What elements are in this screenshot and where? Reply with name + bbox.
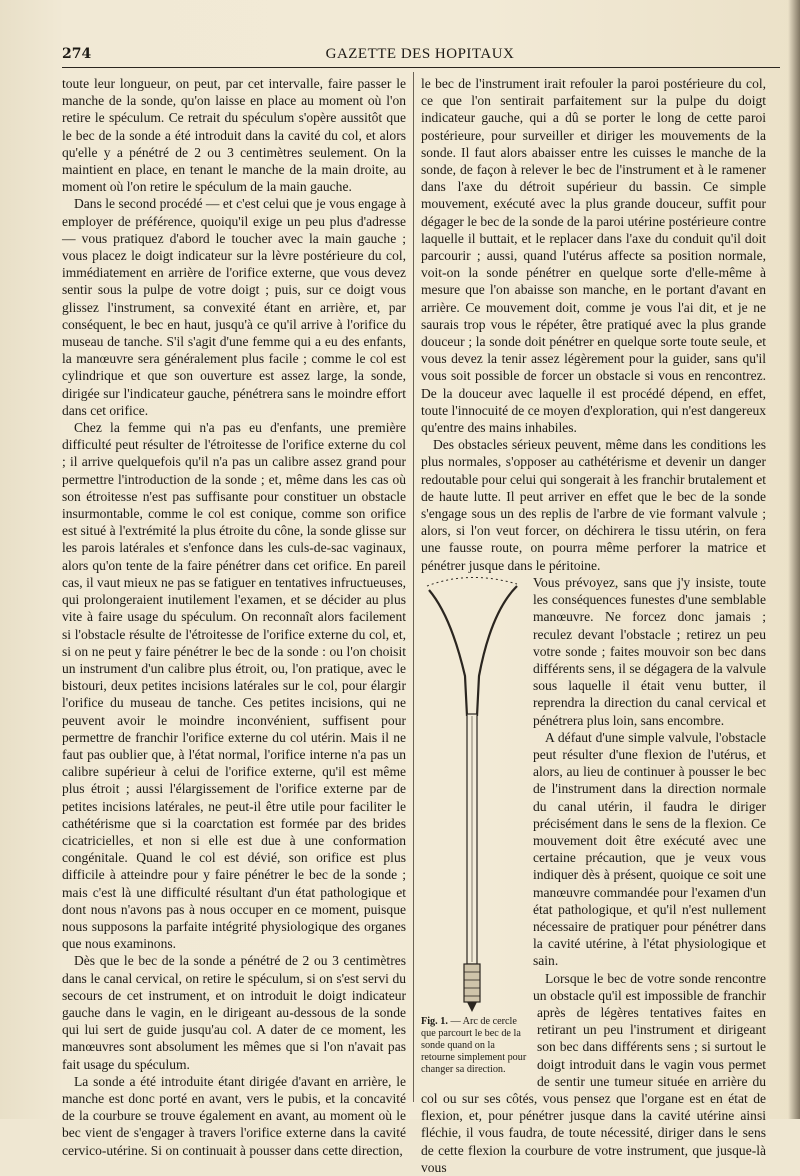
beak-arc [427,577,517,586]
page-header [62,44,778,66]
paragraph: La sonde a été introduite étant dirigée d'avant en arrière, le manche est donc porté en avant, vers le pubis, et la concavité de la courbure se trouve également en avant, au moment où le bec vient de s'engager à travers l'orifice externe dans la cavité cervico-utérine. Si on continuait à pousser dans cette direction, [62,1073,406,1158]
right-column [421,75,766,1175]
sound-left-arm [429,590,467,716]
left-column [62,75,406,1158]
paragraph: Dans le second procédé — et c'est celui que je vous engage à employer de préférence, quoiqu'il exige un peu plus d'adresse — vous pratiquez d'abord le toucher avec la main gauche ; vous placez le doigt indicateur sur la lèvre postérieure du col, immédiatement en arrière de l'orifice externe, que vous devez sentir sous la pulpe de votre doigt ; puis, sur ce doigt vous glissez l'instrument, sa convexité étant en arrière, et, par conséquent, le bec en haut, jusqu'à ce qu'il arrive à l'orifice du museau de tanche. S'il s'agit d'une femme qui a eu des enfants, la manœuvre sera généralement plus facile ; comme le col est cylindrique et que son ouverture est assez large, la sonde, dirigée sur l'indicateur gauche, pénétrera sans le moindre effort dans cet orifice. [62,196,406,418]
paragraph: toute leur longueur, on peut, par cet intervalle, faire passer le manche de la sonde, qu'on laisse en place au moment où l'on retire le spéculum. Ce retrait du spéculum s'opère aussitôt que le bec de la sonde a été introduit dans la cavité du col, et alors qu'elle y a pénétré de 2 ou 3 centimètres seulement. On la maintient en place, en tenant le manche de la main droite, au moment où l'on retire le spéculum de la main gauche. [62,76,406,195]
paragraph: Lorsque le bec de votre sonde rencontre un obstacle qu'il est impossible de franchir après de légères tentatives faites en retirant un peu l'instrument et dirigeant son bec dans différents sens ; si surtout le doigt introduit dans le vagin vous permet de sentir une tumeur située en arrière du col ou sur ses côtés, vous pensez que l'organe est en état de flexion, et, pour pénétrer jusque dans la cavité utérine ainsi fléchie, il vous faudra, de toute nécessité, diriger dans le sens de cette flexion la courbure de votre instrument, que jusque-là vous [421,970,766,1175]
paragraph: Des obstacles sérieux peuvent, même dans les conditions les plus normales, s'opposer au cathétérisme et devenir un danger redoutable pour celui qui songerait à les franchir brutalement et de haute lutte. Il peut arriver en effet que le bec de la sonde s'engage sous un des replis de l'arbre de vie formant valvule ; alors, si l'on veut forcer, on déchirera le tissu utérin, on fera une fausse route, on pourra même perforer la matrice et pénétrer jusque dans le péritoine. [421,437,766,573]
paragraph: Dès que le bec de la sonde a pénétré de 2 ou 3 centimètres dans le canal cervical, on retire le spéculum, si on s'est servi du secours de cet instrument, et on introduit le doigt indicateur gauche dans le vagin, en le dirigeant au-dessous de la sonde qui lui sert de guide jusqu'au col. A dater de ce moment, les manœuvres sont absolument les mêmes que si l'on n'avait pas fait usage du spéculum. [62,953,406,1072]
paragraph: Chez la femme qui n'a pas eu d'enfants, une première difficulté peut résulter de l'étroitesse de l'orifice externe du col ; il arrive quelquefois qu'il n'a pas un calibre assez grand pour permettre l'introduction de la sonde ; et, même dans les cas où son étroitesse n'est pas suffisante pour constituer un obstacle insurmontable, comme le col est conique, comme son orifice est situé à l'extrémité la plus étroite du cône, la sonde glisse sur les parois latérales et s'enfonce dans les culs-de-sac vaginaux, alors qu'on tente de la faire pénétrer dans cet orifice. En pareil cas, il vaut mieux ne pas se fatiguer en tentatives infructueuses, qui prolongeraient inutilement l'examen, et se décider au plus vite à faire usage du spéculum. On reconnaît alors facilement si l'obstacle résulte de l'étroitesse de l'orifice externe du col, et, si on ne peut y faire pénétrer le bec de la sonde : ou l'on choisit un instrument d'un calibre plus étroit, ou, l'on pratique, avec le bistouri, deux petites incisions latérales sur le col, pour élargir l'orifice du museau de tanche. Ces petites incisions, qui ne peuvent avoir le moindre inconvénient, suffisent pour permettre de franchir l'orifice externe du col utérin. Mais il ne faut pas oublier que, à l'état normal, l'orifice interne n'a pas un calibre supérieur à celui de l'orifice externe, qu'il est même plus étroit ; aussi l'élargissement de l'orifice externe par de petites incisions latérales, ne peut-il être utile pour faciliter le cathétérisme que si la coarctation est formée par des brides cicatricielles, et non si elle est due à une conformation congénitale. Quand le col est dévié, son orifice est plus difficile à atteindre pour y faire pénétrer le bec de la sonde ; mais c'est là une difficulté résultant d'un état pathologique et dont nous n'avons pas à nous occuper en ce moment, puisque nous supposons la parfaite intégrité physiologique des organes que nous examinons. [62,420,406,952]
handle-tip [467,1002,477,1012]
figure-caption [421,1016,531,1076]
page-number: 274 [62,46,92,62]
paragraph: Vous prévoyez, sans que j'y insiste, toute les conséquences funestes d'une semblable manœuvre. Ne forcez donc jamais ; reculez devant l'obstacle ; retirez un peu votre sonde ; faites mouvoir son bec dans différents sens, il se dégagera de la valvule sous laquelle il était venu butter, il reprendra la direction du canal cervical et pénétrera plus loin, sans encombre. [533,574,766,728]
journal-title: GAZETTE DES HOPITAUX [325,46,515,62]
figure-uterine-sound [421,576,527,1016]
page-edge-shadow [788,0,800,1119]
header-rule [62,67,780,68]
column-divider [413,72,414,1102]
paragraph: A défaut d'une simple valvule, l'obstacle peut résulter d'une flexion de l'utérus, et alors, au lieu de continuer à pousser le bec de l'instrument dans la direction normale du canal utérin, il faudra le diriger précisément dans le sens de la flexion. Ce mouvement doit être exécuté avec une certaine précaution, que je veux vous indiquer dès à présent, quoique ce soit une manœuvre commandée pour l'examen d'un état pathologique, et qu'il n'est nullement nécessaire de pratiquer pour pénétrer dans la cavité utérine, à l'état physiologique et sain. [533,729,766,969]
figure-caption-text: — Arc de cercle que parcourt le bec de la sonde quand on la retourne simplement pour changer sa direction. [421,1015,527,1075]
uterine-sound-illustration [421,576,527,1016]
paragraph: le bec de l'instrument irait refouler la paroi postérieure du col, ce que l'on sentirait parfaitement sur la pulpe du doigt indicateur gauche, qui a dû se porter le long de cette paroi postérieure, pour surveiller et diriger les mouvements de la sonde. Il faut alors abaisser entre les cuisses le manche de la sonde, de façon à relever le bec de l'instrument et à le ramener dans l'axe du détroit supérieur du bassin. Ce simple mouvement, exécuté avec la plus grande douceur, suffit pour dégager le bec de la sonde de la paroi utérine postérieure contre laquelle il buttait, et le replacer dans l'axe du conduit qu'il doit parcourir ; aussi, quand l'utérus affecte sa position normale, voit-on la sonde pénétrer en quelque sorte d'elle-même à mesure que l'on abaisse son manche, en le portant d'avant en arrière. Ce mouvement doit, comme je vous l'ai dit, et je ne saurais trop vous le répéter, être pratiqué avec la plus grande douceur ; la sonde doit pénétrer en quelque sorte toute seule, et vous devez la tenir assez légèrement pour la guider, sans qu'il vous soit possible de forcer un obstacle si vous en rencontrez. De la douceur avec laquelle il est procédé dépend, en effet, toute l'innocuité de ce moyen d'exploration, qui n'est dangereux qu'entre des mains inhabiles. [421,76,766,436]
sound-right-arm [477,586,517,716]
figure-label: Fig. 1. [421,1015,448,1027]
